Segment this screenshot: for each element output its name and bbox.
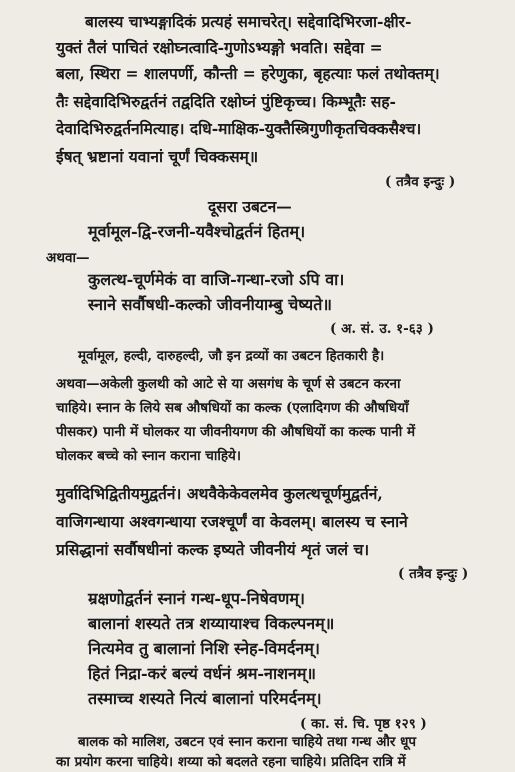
- hindi3-line-2: का प्रयोग करना चाहिये। शय्या को बदलते रहना चाहिये। प्रतिदिन रात्रि में: [56, 754, 406, 770]
- verse2-line-2: स्नाने सर्वौषधी-कल्को जीवनीयाम्बु चेष्यते॥: [88, 295, 332, 314]
- para2-line-2: वाजिगन्धाया अश्वगन्धाया रजश्चूर्णं वा केवलम्। बालस्य च स्नाने: [56, 512, 408, 531]
- para2-line-1: मुर्वादिभिद्वितीयमुद्वर्तनं। अथवैकेकेवलमेव कुलत्थचूर्णमुद्वर्तनं,: [56, 484, 383, 503]
- para1-line-6: ईषत् भ्रष्टानां यवानां चूर्णं चिक्कसम्॥: [56, 147, 259, 166]
- hindi3-line-1: बालक को मालिश, उबटन एवं स्नान कराना चाहिये तथा गन्ध और धूप: [78, 734, 417, 750]
- verse2-line-1: कुलत्थ-चूर्णमेकं वा वाजि-गन्धा-रजो ऽपि वा।: [88, 270, 345, 289]
- para1-line-5: देवादिभिरुद्वर्तनमित्याह। दधि-माक्षिक-युक्तैस्त्रिगुणीकृतचिक्कसैश्च।: [56, 119, 422, 138]
- hindi2-line-1: अथवा—अकेली कुलथी को आटे से या असगंध के चूर्ण से उबटन करना: [56, 376, 401, 392]
- reference-4: ( का. सं. चि. पृष्ठ १२९ ): [300, 716, 427, 732]
- verse3-line-1: म्रक्षणोद्वर्तनं स्नानं गन्ध-धूप-निषेवणम्।: [88, 589, 305, 608]
- verse3-line-5: तस्माच्च शस्यते नित्यं बालानां परिमर्दनम्।: [88, 689, 322, 708]
- para1-line-1: बालस्य चाभ्यङ्गादिकं प्रत्यहं समाचरेत्। सद्देवादिभिरजा-क्षीर-: [85, 12, 412, 31]
- para1-line-2: युक्तं तैलं पाचितं रक्षोघ्नत्वादि-गुणोऽभ्यङ्गो भवति। सद्देवा =: [56, 38, 383, 57]
- para1-line-3: बला, स्थिरा = शालपर्णी, कौन्ती = हरेणुका, बृहत्याः फलं तथोक्तम्।: [56, 64, 440, 83]
- reference-2: ( अ. सं. उ. १-६३ ): [330, 321, 434, 337]
- verse3-line-2: बालानां शस्यते तत्र शय्यायाश्च विकल्पनम्॥: [88, 614, 335, 633]
- hindi-explanation-1: मूर्वामूल, हल्दी, दारुहल्दी, जौ इन द्रव्यों का उबटन हितकारी है।: [78, 348, 385, 364]
- reference-3: ( तत्रैव इन्दुः ): [398, 566, 469, 582]
- verse3-line-4: हितं निद्रा-करं बल्यं वर्धनं श्रम-नाशनम्॥: [88, 664, 316, 683]
- hindi2-line-3: पीसकर) पानी में घोलकर या जीवनीयगण की औषधियों का कल्क पानी में: [56, 424, 416, 440]
- hindi2-line-2: चाहिये। स्नान के लिये सब औषधियों का कल्क (एलादिगण की औषधियाँ: [56, 400, 409, 416]
- athava-label: अथवा—: [46, 250, 90, 266]
- verse3-line-3: नित्यमेव तु बालानां निशि स्नेह-विमर्दनम्।: [88, 639, 320, 658]
- hindi2-line-4: घोलकर बच्चे को स्नान कराना चाहिये।: [56, 448, 241, 464]
- reference-1: ( तत्रैव इन्दुः ): [385, 174, 456, 190]
- para2-line-3: प्रसिद्धानां सर्वौषधीनां कल्क इष्यते जीवनीयं शृतं जलं च।: [56, 540, 370, 559]
- verse1-line: मूर्वामूल-द्वि-रजनी-यवैश्चोद्वर्तनं हितम्।: [88, 222, 306, 241]
- para1-line-4: तैः सद्देवादिभिरुद्वर्तनं तद्वदिति रक्षोघ्नं पुंष्टिकृच्च। किम्भूतैः सह-: [56, 92, 396, 111]
- section-heading: दूसरा उबटन—: [208, 197, 292, 216]
